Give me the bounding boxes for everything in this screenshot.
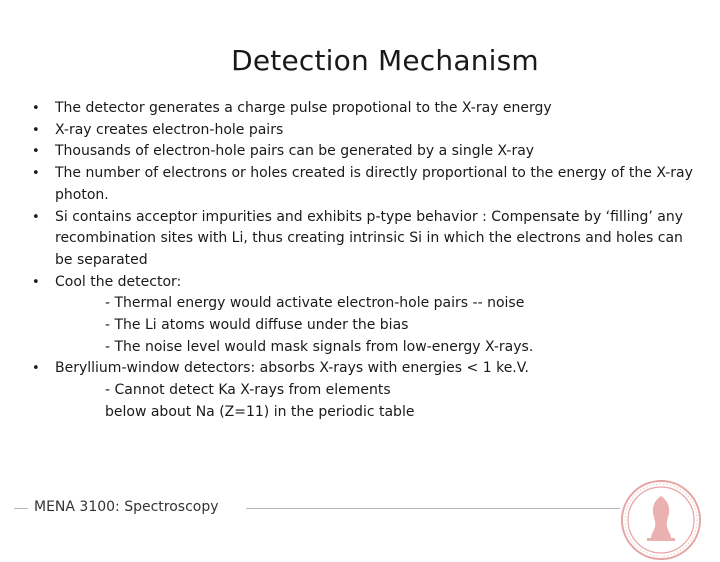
footer-text: MENA 3100: Spectroscopy: [34, 499, 219, 515]
footer: [0, 497, 720, 521]
bullet-text: The detector generates a charge pulse propotional to the X-ray energy: [55, 100, 552, 116]
bullet-dot: •: [32, 166, 40, 182]
sub-bullet-text: - The Li atoms would diffuse under the bias: [105, 317, 409, 334]
bullet-item: [28, 98, 704, 120]
bullet-item: [28, 358, 704, 423]
bullet-item: [28, 120, 704, 142]
bullet-text: The number of electrons or holes created is directly proportional to the energy of the X-ray photon.: [55, 165, 693, 203]
bullet-item: [28, 141, 704, 163]
bullet-text: Thousands of electron-hole pairs can be generated by a single X-ray: [55, 143, 535, 160]
bullet-dot: •: [32, 122, 40, 138]
bullet-dot: •: [32, 144, 40, 160]
bullet-item: [28, 163, 704, 206]
sub-bullet-text: - The noise level would mask signals from low-energy X-rays.: [105, 338, 534, 355]
bullet-dot: •: [32, 209, 40, 225]
bullet-item: [28, 272, 704, 359]
bullet-text: Beryllium-window detectors: absorbs X-rays with energies < 1 ke.V.: [55, 360, 529, 377]
sub-bullet-text: - Thermal energy would activate electron-hole pairs -- noise: [105, 295, 525, 312]
footer-divider-left: [14, 508, 28, 509]
university-seal-icon: [619, 478, 703, 562]
sub-bullet-text: - Cannot detect Ka X-rays from elements: [105, 382, 391, 399]
bullet-list: [28, 98, 704, 424]
bullet-text: X-ray creates electron-hole pairs: [55, 121, 284, 138]
bullet-text: Si contains acceptor impurities and exhibits p-type behavior : Compensate by ‘filling’ any recombination sites with Li, thus creating intrinsic Si in which the electrons and holes can be separated: [55, 208, 684, 268]
slide-title: Detection Mechanism: [231, 44, 539, 77]
sub-bullet-text: below about Na (Z=11) in the periodic table: [105, 403, 415, 420]
bullet-text: Cool the detector:: [55, 273, 182, 290]
bullet-item: [28, 207, 704, 272]
slide-content: [28, 98, 704, 424]
bullet-dot: •: [32, 274, 40, 290]
footer-divider-right: [246, 508, 620, 509]
bullet-dot: •: [32, 101, 40, 116]
bullet-dot: •: [32, 361, 40, 377]
